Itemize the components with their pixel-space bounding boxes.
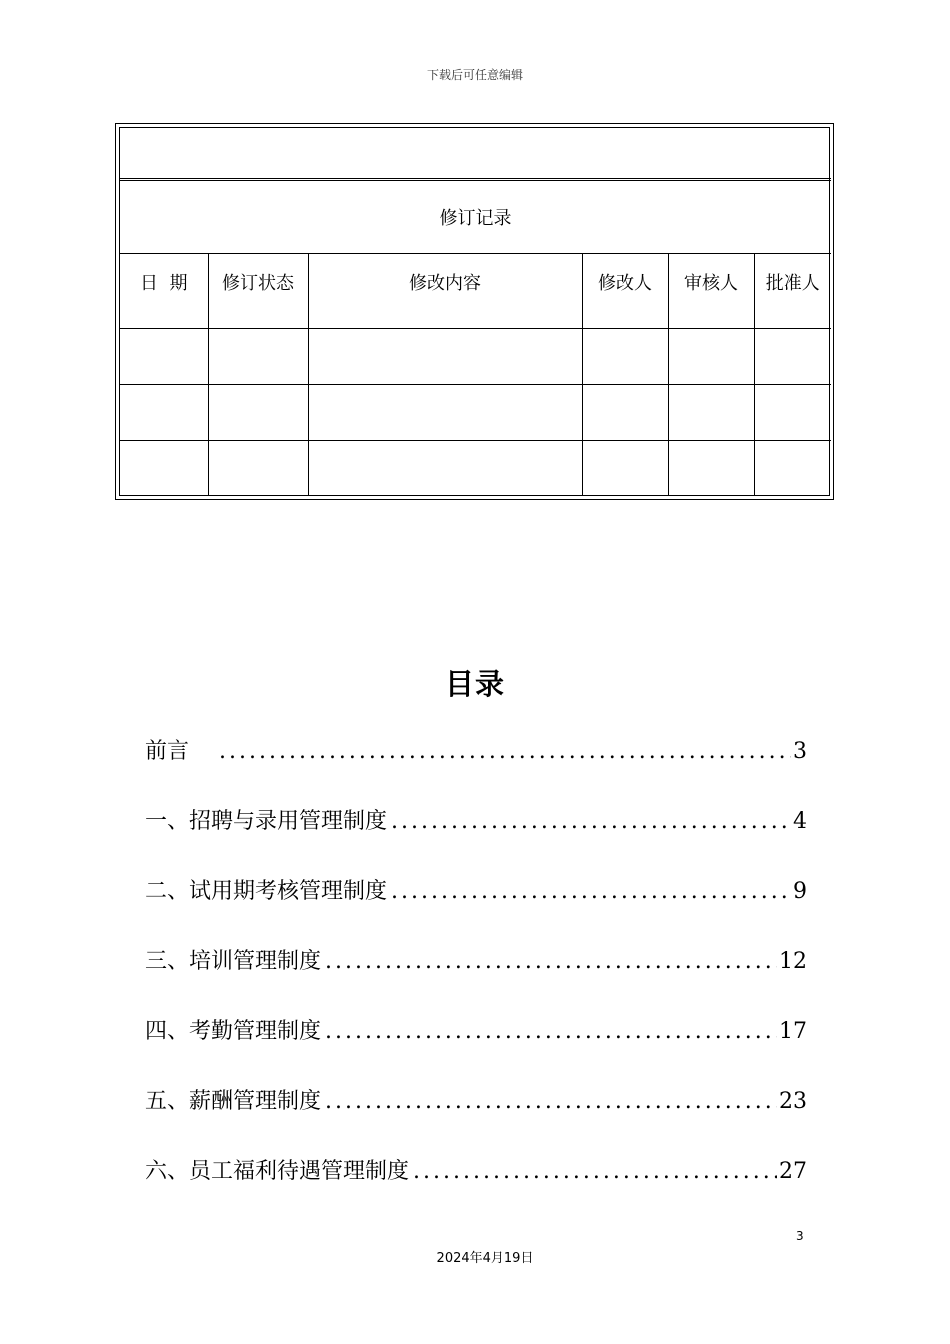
table-row [120, 441, 831, 497]
toc-item-label: 前言 [145, 739, 190, 764]
revision-table-top-row [120, 128, 831, 180]
table-cell [582, 329, 668, 385]
toc-item-label: 一、招聘与录用管理制度 [145, 809, 388, 834]
column-header-modifier: 修改人 [582, 254, 668, 329]
table-cell [668, 441, 754, 497]
table-cell [208, 441, 308, 497]
table-cell [668, 385, 754, 441]
toc-item-label: 六、员工福利待遇管理制度 [145, 1159, 410, 1184]
table-cell [120, 385, 208, 441]
toc-item-page: 17 [779, 1019, 807, 1044]
toc-item-page: 23 [779, 1089, 807, 1114]
toc-item-recruitment[interactable] [145, 800, 807, 870]
toc-item-label: 四、考勤管理制度 [145, 1019, 322, 1044]
table-cell [208, 329, 308, 385]
table-cell [308, 385, 582, 441]
toc-item-page: 27 [779, 1159, 807, 1184]
toc-list [145, 730, 807, 1220]
page-number: 3 [796, 1229, 804, 1243]
column-header-status: 修订状态 [208, 254, 308, 329]
toc-leader-dots [321, 1080, 777, 1124]
toc-item-page: 9 [793, 879, 807, 904]
table-cell [754, 441, 831, 497]
toc-leader-dots [387, 870, 791, 914]
revision-table-title: 修订记录 [120, 180, 831, 254]
header-note: 下载后可任意编辑 [426, 68, 523, 82]
revision-table-frame [115, 123, 834, 500]
column-header-content: 修改内容 [308, 254, 582, 329]
toc-item-page: 12 [779, 949, 807, 974]
table-cell [308, 441, 582, 497]
footer-date: 2024年4月19日 [436, 1251, 534, 1266]
toc-item-label: 五、薪酬管理制度 [145, 1089, 322, 1114]
revision-table [120, 128, 831, 496]
toc-leader-dots [215, 730, 791, 774]
table-cell [208, 385, 308, 441]
revision-table-title-row [120, 180, 831, 254]
column-header-reviewer: 审核人 [668, 254, 754, 329]
table-cell [668, 329, 754, 385]
toc-item-probation[interactable] [145, 870, 807, 940]
column-header-date: 日 期 [120, 254, 208, 329]
toc-item-attendance[interactable] [145, 1010, 807, 1080]
table-cell [120, 441, 208, 497]
table-cell [754, 329, 831, 385]
table-cell [582, 441, 668, 497]
toc-item-page: 3 [793, 739, 807, 764]
toc-item-page: 4 [793, 809, 807, 834]
toc-item-salary[interactable] [145, 1080, 807, 1150]
table-cell [754, 385, 831, 441]
toc-item-welfare[interactable] [145, 1150, 807, 1220]
table-row [120, 329, 831, 385]
toc-leader-dots [321, 940, 777, 984]
toc-title: 目录 [444, 667, 505, 701]
toc-item-label: 二、试用期考核管理制度 [145, 879, 388, 904]
toc-item-training[interactable] [145, 940, 807, 1010]
column-header-approver: 批准人 [754, 254, 831, 329]
toc-leader-dots [387, 800, 791, 844]
table-cell [582, 385, 668, 441]
blank-header-cell [120, 128, 831, 180]
table-row [120, 385, 831, 441]
table-cell [308, 329, 582, 385]
toc-item-preface[interactable] [145, 730, 807, 800]
toc-leader-dots [409, 1150, 777, 1194]
toc-leader-dots [321, 1010, 777, 1054]
toc-item-label: 三、培训管理制度 [145, 949, 322, 974]
revision-table-header-row [120, 254, 831, 329]
table-cell [120, 329, 208, 385]
